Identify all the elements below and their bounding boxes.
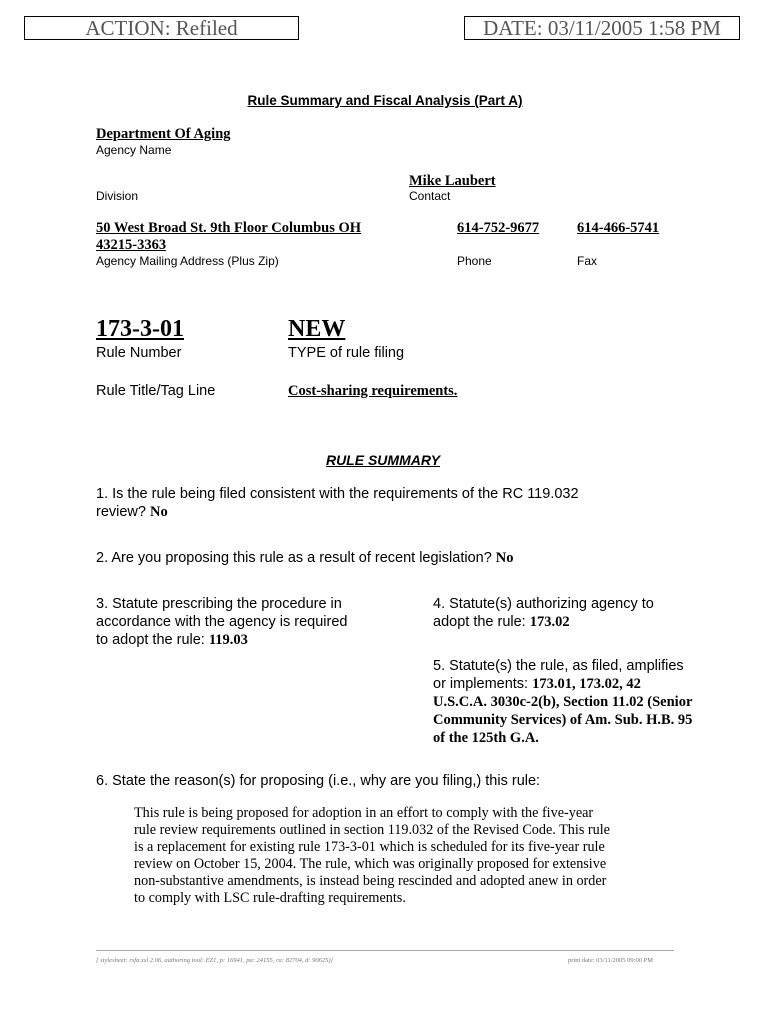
date-box [464, 16, 740, 40]
question-6-answer-line: rule review requirements outlined in section 119.032 of the Revised Code. This rule [134, 822, 610, 838]
question-1 [96, 485, 579, 521]
question-1-line2: review? No [96, 504, 168, 520]
question-5-answer-line4: of the 125th G.A. [433, 730, 539, 746]
rule-number-value: 173-3-01 [96, 316, 184, 342]
question-3-line1: 3. Statute prescribing the procedure in [96, 596, 342, 612]
question-3 [96, 595, 406, 649]
question-2 [96, 549, 514, 567]
question-6-text: 6. State the reason(s) for proposing (i.e., why are you filing,) this rule: [96, 773, 541, 789]
rule-title-label: Rule Title/Tag Line [96, 383, 216, 399]
phone-value: 614-752-9677 [457, 220, 540, 236]
question-5-answer-line3: Community Services) of Am. Sub. H.B. 95 [433, 712, 693, 728]
question-6-answer-line: This rule is being proposed for adoption in an effort to comply with the five-year [134, 805, 594, 821]
division-label: Division [96, 189, 139, 203]
date-text: DATE: 03/11/2005 1:58 PM [483, 15, 721, 40]
question-5 [433, 657, 743, 747]
fax-label: Fax [577, 254, 598, 268]
question-4-answer: 173.02 [529, 614, 570, 630]
question-2-text: 2. Are you proposing this rule as a result of recent legislation? [96, 550, 492, 566]
question-6-answer-line: non-substantive amendments, is instead being rescinded and adopted anew in order [134, 873, 607, 889]
question-4-line2: adopt the rule: 173.02 [433, 614, 570, 630]
question-6-answer-line: to comply with LSC rule-drafting requirements. [134, 890, 406, 906]
question-5-line1: 5. Statute(s) the rule, as filed, amplifies [433, 658, 684, 674]
agency-name-label: Agency Name [96, 143, 172, 157]
footer-rule [96, 950, 674, 951]
question-1-answer: No [150, 504, 168, 520]
rule-type-label: TYPE of rule filing [288, 345, 405, 361]
rule-type-value: NEW [288, 316, 346, 342]
question-5-answer-line1: 173.01, 173.02, 42 [532, 676, 641, 692]
action-box [24, 16, 299, 40]
agency-name-value: Department Of Aging [96, 126, 231, 142]
form-title: Rule Summary and Fiscal Analysis (Part A) [247, 93, 523, 108]
footer-left: [ stylesheet: rsfa.xsl 2.06, authoring tool: EZ1, p: 16941, pa: 24155, ra: 82704, d: 90625)] [96, 957, 334, 964]
phone-label: Phone [457, 254, 492, 268]
question-6-answer-line: review on October 15, 2004. The rule, which was originally proposed for extensive [134, 856, 607, 872]
rule-title-value: Cost-sharing requirements. [288, 383, 458, 399]
question-6-answer-line: is a replacement for existing rule 173-3-01 which is scheduled for its five-year rule [134, 839, 605, 855]
question-6-answer [134, 805, 694, 907]
action-text: ACTION: Refiled [85, 15, 238, 40]
fax-value: 614-466-5741 [577, 220, 660, 236]
rule-summary-heading: RULE SUMMARY [325, 452, 441, 468]
question-1-line1: 1. Is the rule being filed consistent with the requirements of the RC 119.032 [96, 486, 579, 502]
address-label: Agency Mailing Address (Plus Zip) [96, 254, 279, 268]
question-4 [433, 595, 733, 631]
contact-value: Mike Laubert [409, 173, 496, 189]
question-5-answer-line2: U.S.C.A. 3030c-2(b), Section 11.02 (Senior [433, 694, 693, 710]
footer-right: print date: 03/11/2005 09:00 PM [568, 957, 653, 964]
question-2-answer: No [495, 550, 514, 566]
question-5-line2: or implements: 173.01, 173.02, 42 [433, 676, 641, 692]
question-3-line2: accordance with the agency is required [96, 614, 348, 630]
rule-number-label: Rule Number [96, 345, 182, 361]
question-3-answer: 119.03 [208, 632, 248, 648]
contact-label: Contact [409, 189, 451, 203]
address-line1: 50 West Broad St. 9th Floor Columbus OH [96, 220, 362, 236]
question-4-line1: 4. Statute(s) authorizing agency to [433, 596, 654, 612]
question-3-line3: to adopt the rule: 119.03 [96, 632, 248, 648]
address-line2: 43215-3363 [96, 237, 167, 253]
